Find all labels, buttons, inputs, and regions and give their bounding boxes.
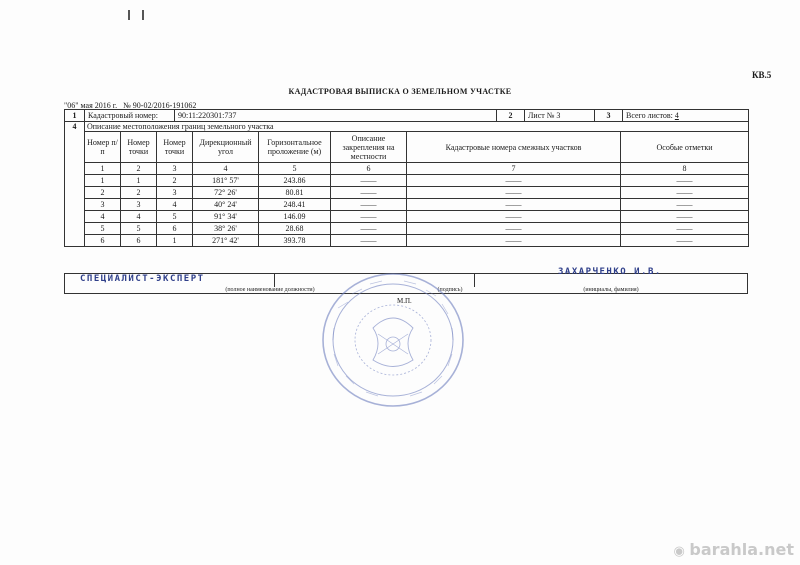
col-number-8: 8 [621,163,749,175]
seal-place-mark: М.П. [397,297,412,305]
header-cell-2: 2 [497,110,525,122]
section-title: Описание местоположения границ земельного участка [85,122,749,132]
registration-number: № 90-02/2016-191062 [123,101,197,110]
signature-caption: (подпись) [437,287,463,293]
table-cell: 1 [85,175,121,187]
document-title: КАДАСТРОВАЯ ВЫПИСКА О ЗЕМЕЛЬНОМ УЧАСТКЕ [288,87,512,96]
column-number-row [65,163,749,175]
table-cell: —— [407,175,621,187]
col-number-3: 3 [157,163,193,175]
table-cell: —— [331,187,407,199]
table-cell: —— [331,235,407,247]
col-number-6: 6 [331,163,407,175]
table-cell: 38° 26' [193,223,259,235]
table-cell: —— [407,211,621,223]
table-cell: 40° 24' [193,199,259,211]
header-cell-3: 3 [595,110,623,122]
column-header-row [65,132,749,163]
table-cell: —— [621,175,749,187]
col-header-4: Дирекционный угол [193,132,259,163]
col-number-7: 7 [407,163,621,175]
table-cell: —— [407,223,621,235]
total-sheets-value: 4 [674,111,679,120]
table-cell: 181° 57' [193,175,259,187]
col-header-8: Особые отметки [621,132,749,163]
table-cell: 1 [121,175,157,187]
header-row [65,110,749,122]
col-number-5: 5 [259,163,331,175]
col-header-3: Номер точки [157,132,193,163]
document-date: "06" мая 2016 г. [64,101,118,110]
table-cell: —— [621,211,749,223]
table-row [65,199,749,211]
table-cell: 3 [121,199,157,211]
col-number-4: 4 [193,163,259,175]
table-cell: —— [621,223,749,235]
table-cell: —— [407,235,621,247]
table-cell: 2 [85,187,121,199]
table-cell: 28.68 [259,223,331,235]
name-stamp: ЗАХАРЧЕНКО И.В. [558,267,662,277]
table-cell: 4 [157,199,193,211]
table-cell: 1 [157,235,193,247]
sheet-number: Лист № 3 [525,110,595,122]
table-cell: —— [407,199,621,211]
table-cell: 3 [85,199,121,211]
table-cell: —— [621,187,749,199]
boundary-table [64,121,749,247]
total-sheets-label: Всего листов: [626,111,673,120]
table-cell: 3 [157,187,193,199]
table-cell: 91° 34' [193,211,259,223]
position-caption: (полное наименование должности) [225,287,315,293]
table-cell: 146.09 [259,211,331,223]
table-row [65,187,749,199]
table-cell: —— [621,235,749,247]
table-cell: 72° 26' [193,187,259,199]
table-row [65,175,749,187]
table-cell: 5 [85,223,121,235]
table-cell: 2 [121,187,157,199]
name-caption: (инициалы, фамилия) [583,287,639,293]
watermark-logo-icon: ◉ [673,544,690,559]
col-number-1: 1 [85,163,121,175]
table-cell: 4 [85,211,121,223]
scan-mark [128,10,144,20]
table-cell: 2 [157,175,193,187]
watermark-text: barahla.net [689,540,794,559]
table-row [65,211,749,223]
total-sheets [623,110,749,122]
site-watermark [674,540,794,559]
table-row [65,235,749,247]
table-cell: 243.86 [259,175,331,187]
section-title-row [65,122,749,132]
official-seal [318,268,468,413]
table-cell: —— [331,223,407,235]
section-number: 4 [65,122,85,132]
cadastral-number-value: 90:11:220301:737 [175,110,497,122]
table-cell: 80.81 [259,187,331,199]
header-row-number: 1 [65,110,85,122]
table-cell: 5 [121,223,157,235]
position-stamp: СПЕЦИАЛИСТ-ЭКСПЕРТ [80,274,205,284]
cadastral-number-label: Кадастровый номер: [85,110,175,122]
form-code: КВ.5 [752,70,772,80]
col-header-5: Горизонтальное проложение (м) [259,132,331,163]
table-cell: 6 [157,223,193,235]
table-cell: 4 [121,211,157,223]
table-cell: 271° 42' [193,235,259,247]
table-cell: 393.78 [259,235,331,247]
table-row [65,223,749,235]
table-cell: 248.41 [259,199,331,211]
table-cell: —— [331,175,407,187]
table-cell: —— [331,199,407,211]
col-number-2: 2 [121,163,157,175]
col-header-1: Номер п/п [85,132,121,163]
table-cell: —— [621,199,749,211]
table-cell: —— [331,211,407,223]
col-header-2: Номер точки [121,132,157,163]
table-cell: —— [407,187,621,199]
col-header-6: Описание закрепления на местности [331,132,407,163]
table-cell: 5 [157,211,193,223]
table-cell: 6 [121,235,157,247]
col-header-7: Кадастровые номера смежных участков [407,132,621,163]
table-cell: 6 [85,235,121,247]
